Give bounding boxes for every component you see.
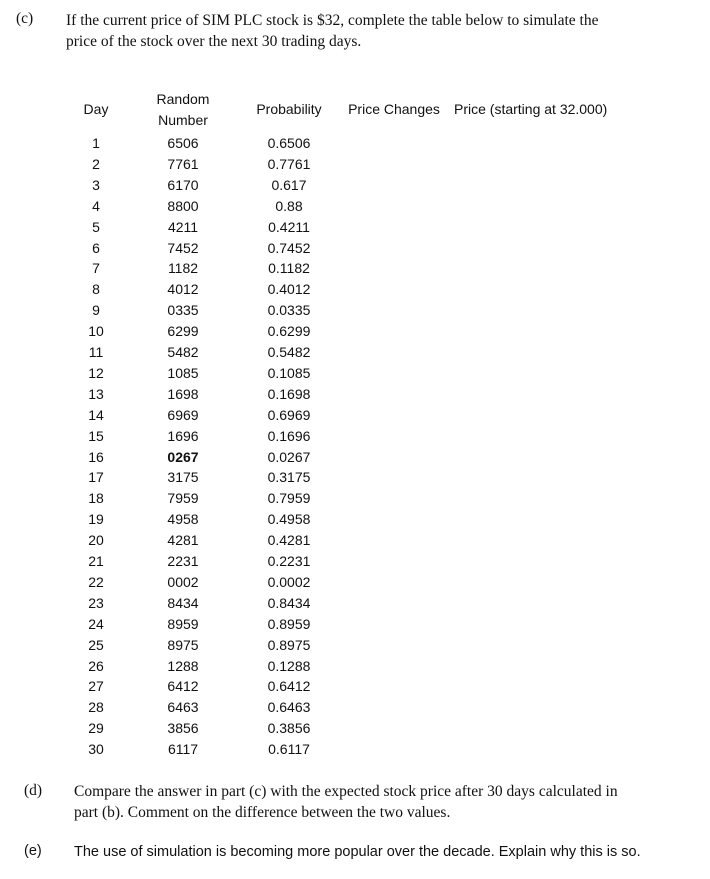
table-cell-probability: 0.6412 <box>267 678 311 694</box>
table-cell-day: 13 <box>88 386 104 402</box>
table-cell-day: 30 <box>88 741 104 757</box>
table-cell-probability: 0.3175 <box>267 469 311 485</box>
table-cell-day: 17 <box>88 469 104 485</box>
table-cell-day: 25 <box>88 637 104 653</box>
table-cell-probability: 0.8959 <box>267 616 311 632</box>
header-price-changes: Price Changes <box>348 101 440 117</box>
table-cell-day: 18 <box>88 490 104 506</box>
table-cell-random-number: 3175 <box>167 469 199 485</box>
table-cell-probability: 0.0267 <box>267 449 311 465</box>
table-cell-day: 7 <box>92 260 100 276</box>
table-cell-probability: 0.1085 <box>267 365 311 381</box>
part-c-line-2: price of the stock over the next 30 trading days. <box>66 33 362 50</box>
table-cell-random-number: 1182 <box>167 260 199 276</box>
table-cell-probability: 0.8434 <box>267 595 311 611</box>
table-cell-day: 3 <box>92 177 100 193</box>
table-cell-probability: 0.6117 <box>268 741 310 757</box>
table-cell-random-number: 6117 <box>167 741 199 757</box>
table-cell-random-number: 4012 <box>167 281 199 297</box>
table-cell-probability: 0.6299 <box>267 323 311 339</box>
table-cell-probability: 0.1182 <box>268 260 310 276</box>
table-cell-random-number: 8434 <box>167 595 199 611</box>
header-day: Day <box>83 101 109 117</box>
table-cell-random-number: 0335 <box>167 302 199 318</box>
part-c-label: (c) <box>16 10 34 27</box>
table-cell-random-number: 5482 <box>167 344 199 360</box>
table-cell-random-number: 6969 <box>167 407 199 423</box>
table-cell-day: 26 <box>88 658 104 674</box>
table-cell-random-number: 6170 <box>167 177 199 193</box>
table-cell-day: 23 <box>88 595 104 611</box>
table-cell-day: 9 <box>92 302 100 318</box>
table-cell-random-number: 8975 <box>167 637 199 653</box>
table-cell-probability: 0.6969 <box>267 407 311 423</box>
table-cell-random-number: 0002 <box>167 574 199 590</box>
table-cell-probability: 0.8975 <box>267 637 311 653</box>
table-cell-day: 29 <box>88 720 104 736</box>
table-cell-random-number: 6412 <box>167 678 199 694</box>
table-cell-day: 14 <box>88 407 104 423</box>
table-cell-day: 8 <box>92 281 100 297</box>
table-cell-day: 24 <box>88 616 104 632</box>
table-cell-probability: 0.4012 <box>267 281 311 297</box>
table-cell-random-number: 6506 <box>167 135 199 151</box>
table-cell-random-number: 0267 <box>167 449 199 465</box>
table-cell-day: 27 <box>88 678 104 694</box>
table-cell-day: 20 <box>88 532 104 548</box>
table-cell-random-number: 2231 <box>167 553 199 569</box>
table-cell-probability: 0.0335 <box>267 302 311 318</box>
part-e-label: (e) <box>24 843 42 859</box>
header-random-line-1: Random <box>156 91 210 107</box>
table-cell-probability: 0.1696 <box>267 428 311 444</box>
table-cell-probability: 0.617 <box>271 177 307 193</box>
table-cell-day: 16 <box>88 449 104 465</box>
part-d-line-2: part (b). Comment on the difference between the two values. <box>74 804 451 821</box>
table-cell-random-number: 1696 <box>167 428 199 444</box>
table-cell-random-number: 7761 <box>167 156 199 172</box>
table-cell-day: 22 <box>88 574 104 590</box>
table-cell-probability: 0.4211 <box>268 219 310 235</box>
table-cell-day: 1 <box>92 135 100 151</box>
table-cell-random-number: 4211 <box>167 219 199 235</box>
part-c-question <box>66 10 706 52</box>
table-cell-probability: 0.1698 <box>267 386 311 402</box>
header-price: Price (starting at 32.000) <box>454 101 608 117</box>
table-cell-day: 11 <box>88 344 104 360</box>
table-cell-probability: 0.4958 <box>267 511 311 527</box>
part-d-label: (d) <box>24 782 43 799</box>
table-cell-random-number: 3856 <box>167 720 199 736</box>
table-cell-day: 12 <box>88 365 104 381</box>
table-cell-probability: 0.2231 <box>267 553 311 569</box>
table-cell-day: 10 <box>88 323 104 339</box>
header-random-line-2: Number <box>158 112 208 128</box>
table-cell-random-number: 6299 <box>167 323 199 339</box>
table-cell-day: 4 <box>92 198 100 214</box>
table-cell-probability: 0.88 <box>275 198 303 214</box>
table-cell-probability: 0.6463 <box>267 699 311 715</box>
table-cell-day: 28 <box>88 699 104 715</box>
table-cell-random-number: 6463 <box>167 699 199 715</box>
table-cell-day: 2 <box>92 156 100 172</box>
table-cell-probability: 0.0002 <box>267 574 311 590</box>
table-cell-probability: 0.5482 <box>267 344 311 360</box>
table-cell-random-number: 1698 <box>167 386 199 402</box>
table-cell-random-number: 7959 <box>167 490 199 506</box>
header-probability: Probability <box>256 101 322 117</box>
table-cell-probability: 0.1288 <box>267 658 311 674</box>
table-cell-day: 15 <box>88 428 104 444</box>
part-d-question <box>74 781 704 823</box>
part-e-question: The use of simulation is becoming more popular over the decade. Explain why this is so. <box>74 844 641 860</box>
table-cell-random-number: 8959 <box>167 616 199 632</box>
table-cell-random-number: 1085 <box>167 365 199 381</box>
table-cell-probability: 0.7959 <box>267 490 311 506</box>
table-cell-probability: 0.7452 <box>267 240 311 256</box>
part-c-line-1: If the current price of SIM PLC stock is $32, complete the table below to simulate the <box>66 12 599 29</box>
table-cell-day: 6 <box>92 240 100 256</box>
table-cell-probability: 0.4281 <box>267 532 311 548</box>
table-cell-probability: 0.7761 <box>267 156 311 172</box>
table-cell-probability: 0.6506 <box>267 135 311 151</box>
table-cell-random-number: 7452 <box>167 240 199 256</box>
table-cell-random-number: 8800 <box>167 198 199 214</box>
part-d-line-1: Compare the answer in part (c) with the expected stock price after 30 days calculated in <box>74 783 618 800</box>
table-cell-random-number: 4958 <box>167 511 199 527</box>
table-cell-probability: 0.3856 <box>267 720 311 736</box>
table-cell-day: 19 <box>88 511 104 527</box>
table-cell-random-number: 1288 <box>167 658 199 674</box>
table-cell-random-number: 4281 <box>167 532 199 548</box>
table-cell-day: 21 <box>88 553 104 569</box>
table-cell-day: 5 <box>92 219 100 235</box>
